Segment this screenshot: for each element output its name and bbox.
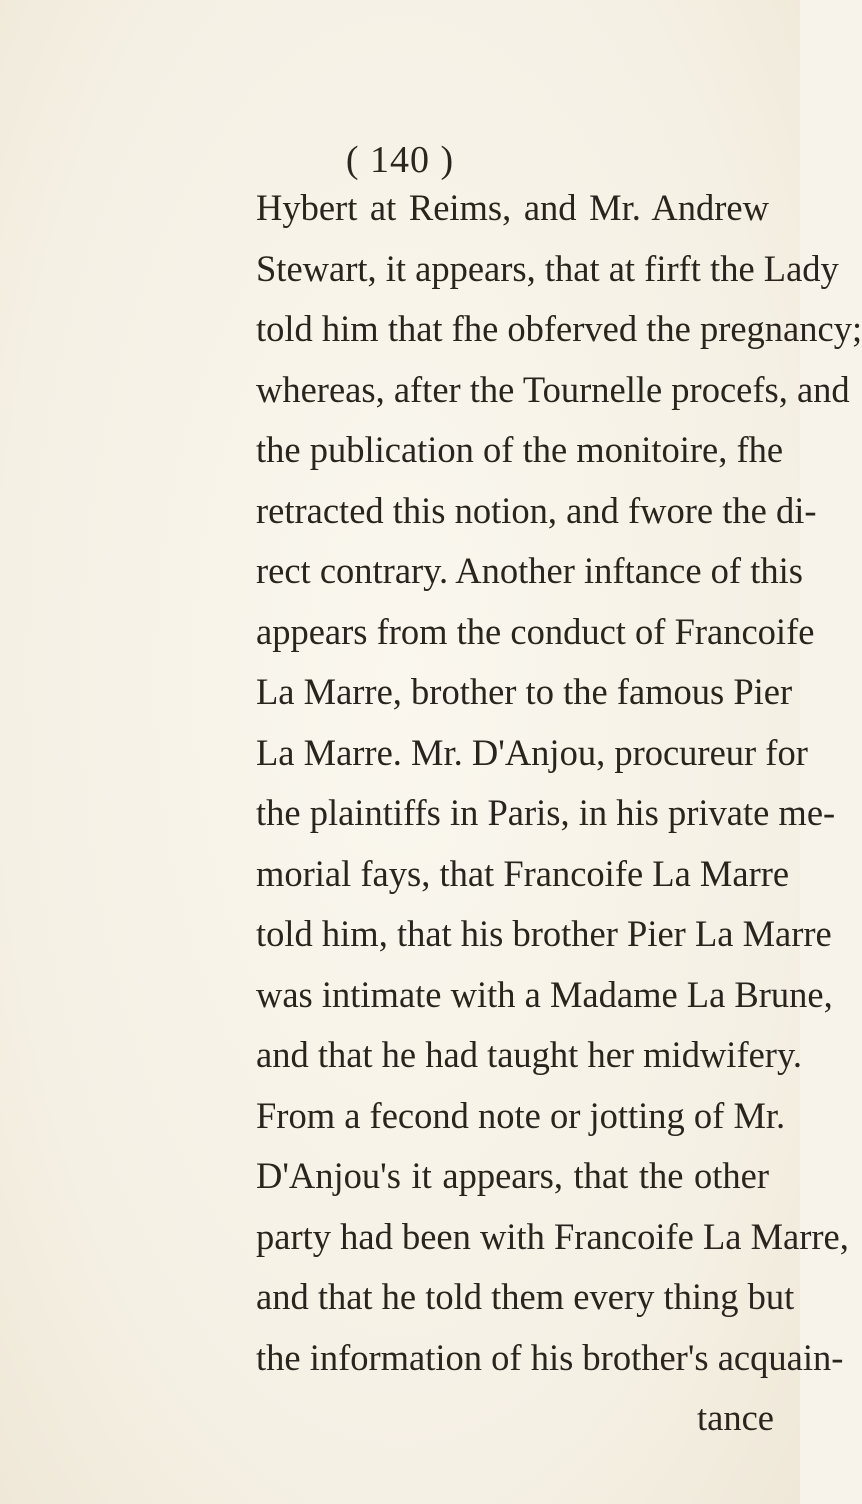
text-line: Stewart, it appears, that at firft the Lady [256,247,839,289]
text-line: morial fays, that Francoife La Marre [256,852,790,894]
catchword: tance [697,1397,774,1438]
text-line: From a fecond note or jotting of Mr. [256,1094,786,1136]
text-line: rect contrary. Another inftance of this [256,550,803,591]
text-line: whereas, after the Tournelle procefs, and [256,368,850,410]
text-line: and that he told them every thing but [256,1276,795,1317]
text-line: the plaintiffs in Paris, in his private me- [256,792,836,833]
body-text [256,178,862,1449]
text-line: party had been with Francoife La Marre, [256,1215,849,1257]
text-line: and that he had taught her midwifery. [256,1034,802,1075]
text-line: was intimate with a Madame La Brune, [256,973,833,1015]
page-number: ( 140 ) [345,139,455,181]
text-line: Hybert at Reims, and Mr. Andrew [256,187,769,228]
text-line: told him, that his brother Pier La Marre [256,913,832,954]
text-line: the publication of the monitoire, fhe [256,429,784,470]
text-line: the information of his brother's acquain- [256,1336,844,1378]
text-line: D'Anjou's it appears, that the other [256,1155,769,1196]
text-line: told him that fhe obferved the pregnancy; [256,308,862,349]
text-line: retracted this notion, and fwore the di- [256,489,817,531]
text-line: La Marre. Mr. D'Anjou, procureur for [256,731,808,773]
text-line: appears from the conduct of Francoife [256,610,815,652]
text-line: La Marre, brother to the famous Pier [256,671,793,712]
